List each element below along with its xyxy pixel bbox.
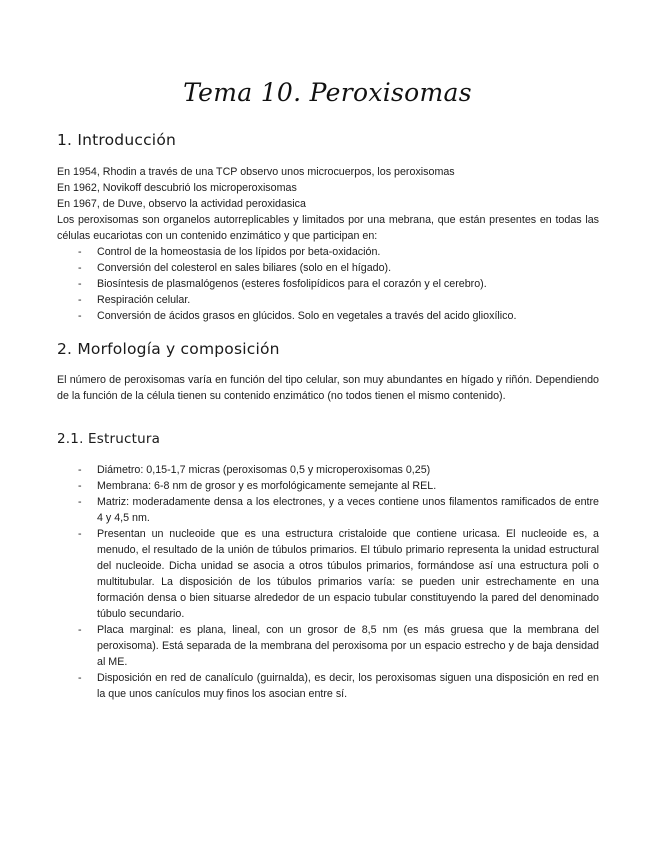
section-heading-introduccion: 1. Introducción <box>57 131 177 149</box>
section-heading-morfologia: 2. Morfología y composición <box>57 340 280 358</box>
list-item: - Control de la homeostasia de los lípidos por beta-oxidación. <box>57 244 599 260</box>
intro-block <box>57 164 599 324</box>
intro-line: En 1962, Novikoff descubrió los microperoxisomas <box>57 182 297 194</box>
list-item: - Matriz: moderadamente densa a los electrones, y a veces contiene unos filamentos ramificados de entre 4 y 4,5 nm. <box>57 494 599 526</box>
list-item: - Diámetro: 0,15-1,7 micras (peroxisomas 0,5 y microperoxisomas 0,25) <box>57 462 599 478</box>
list-item: - Membrana: 6-8 nm de grosor y es morfológicamente semejante al REL. <box>57 478 599 494</box>
list-item: - Presentan un nucleoide que es una estructura cristaloide que contiene uricasa. El nucleoide es, a menudo, el resultado de la unión de túbulos primarios. El túbulo primario representa la unidad estructural del nucleoide. Dicha unidad se asocia a otros túbulos primarios, formándose así una estructura poli o multitubular. La disposición de los túbulos primarios varía: se pueden unir estrechamente en una formación densa o bien situarse alrededor de un espacio tubular constituyendo la pared del denominado túbulo secundario. <box>57 526 599 622</box>
list-item: - Disposición en red de canalículo (guirnalda), es decir, los peroxisomas siguen una disposición en red en la que unos canículos muy finos los asocian entre sí. <box>57 670 599 702</box>
intro-line: En 1967, de Duve, observo la actividad peroxidasica <box>57 198 306 210</box>
list-item: - Biosíntesis de plasmalógenos (esteres fosfolipídicos para el corazón y el cerebro). <box>57 276 599 292</box>
list-item: - Placa marginal: es plana, lineal, con un grosor de 8,5 nm (es más gruesa que la membrana del peroxisoma). Está separada de la membrana del peroxisoma por un espacio estrecho y de baja densidad al ME. <box>57 622 599 670</box>
list-item: - Conversión del colesterol en sales biliares (solo en el hígado). <box>57 260 599 276</box>
function-list <box>57 244 599 324</box>
intro-line: En 1954, Rhodin a través de una TCP observo unos microcuerpos, los peroxisomas <box>57 166 455 178</box>
list-item: - Conversión de ácidos grasos en glúcidos. Solo en vegetales a través del acido glioxílico. <box>57 308 599 324</box>
structure-list <box>57 462 599 702</box>
intro-paragraph: Los peroxisomas son organelos autorreplicables y limitados por una mebrana, que están presentes en todas las células eucariotas con un contenido enzimático y que participan en: <box>57 214 599 242</box>
page-title: Tema 10. Peroxisomas <box>183 78 472 107</box>
morphology-paragraph: El número de peroxisomas varía en función del tipo celular, son muy abundantes en hígado y riñón. Dependiendo de la función de la célula tienen su contenido enzimático (no todos tienen el mismo contenido). <box>57 374 599 402</box>
list-item: - Respiración celular. <box>57 292 599 308</box>
structure-block <box>57 462 599 702</box>
section-heading-estructura: 2.1. Estructura <box>57 431 161 447</box>
